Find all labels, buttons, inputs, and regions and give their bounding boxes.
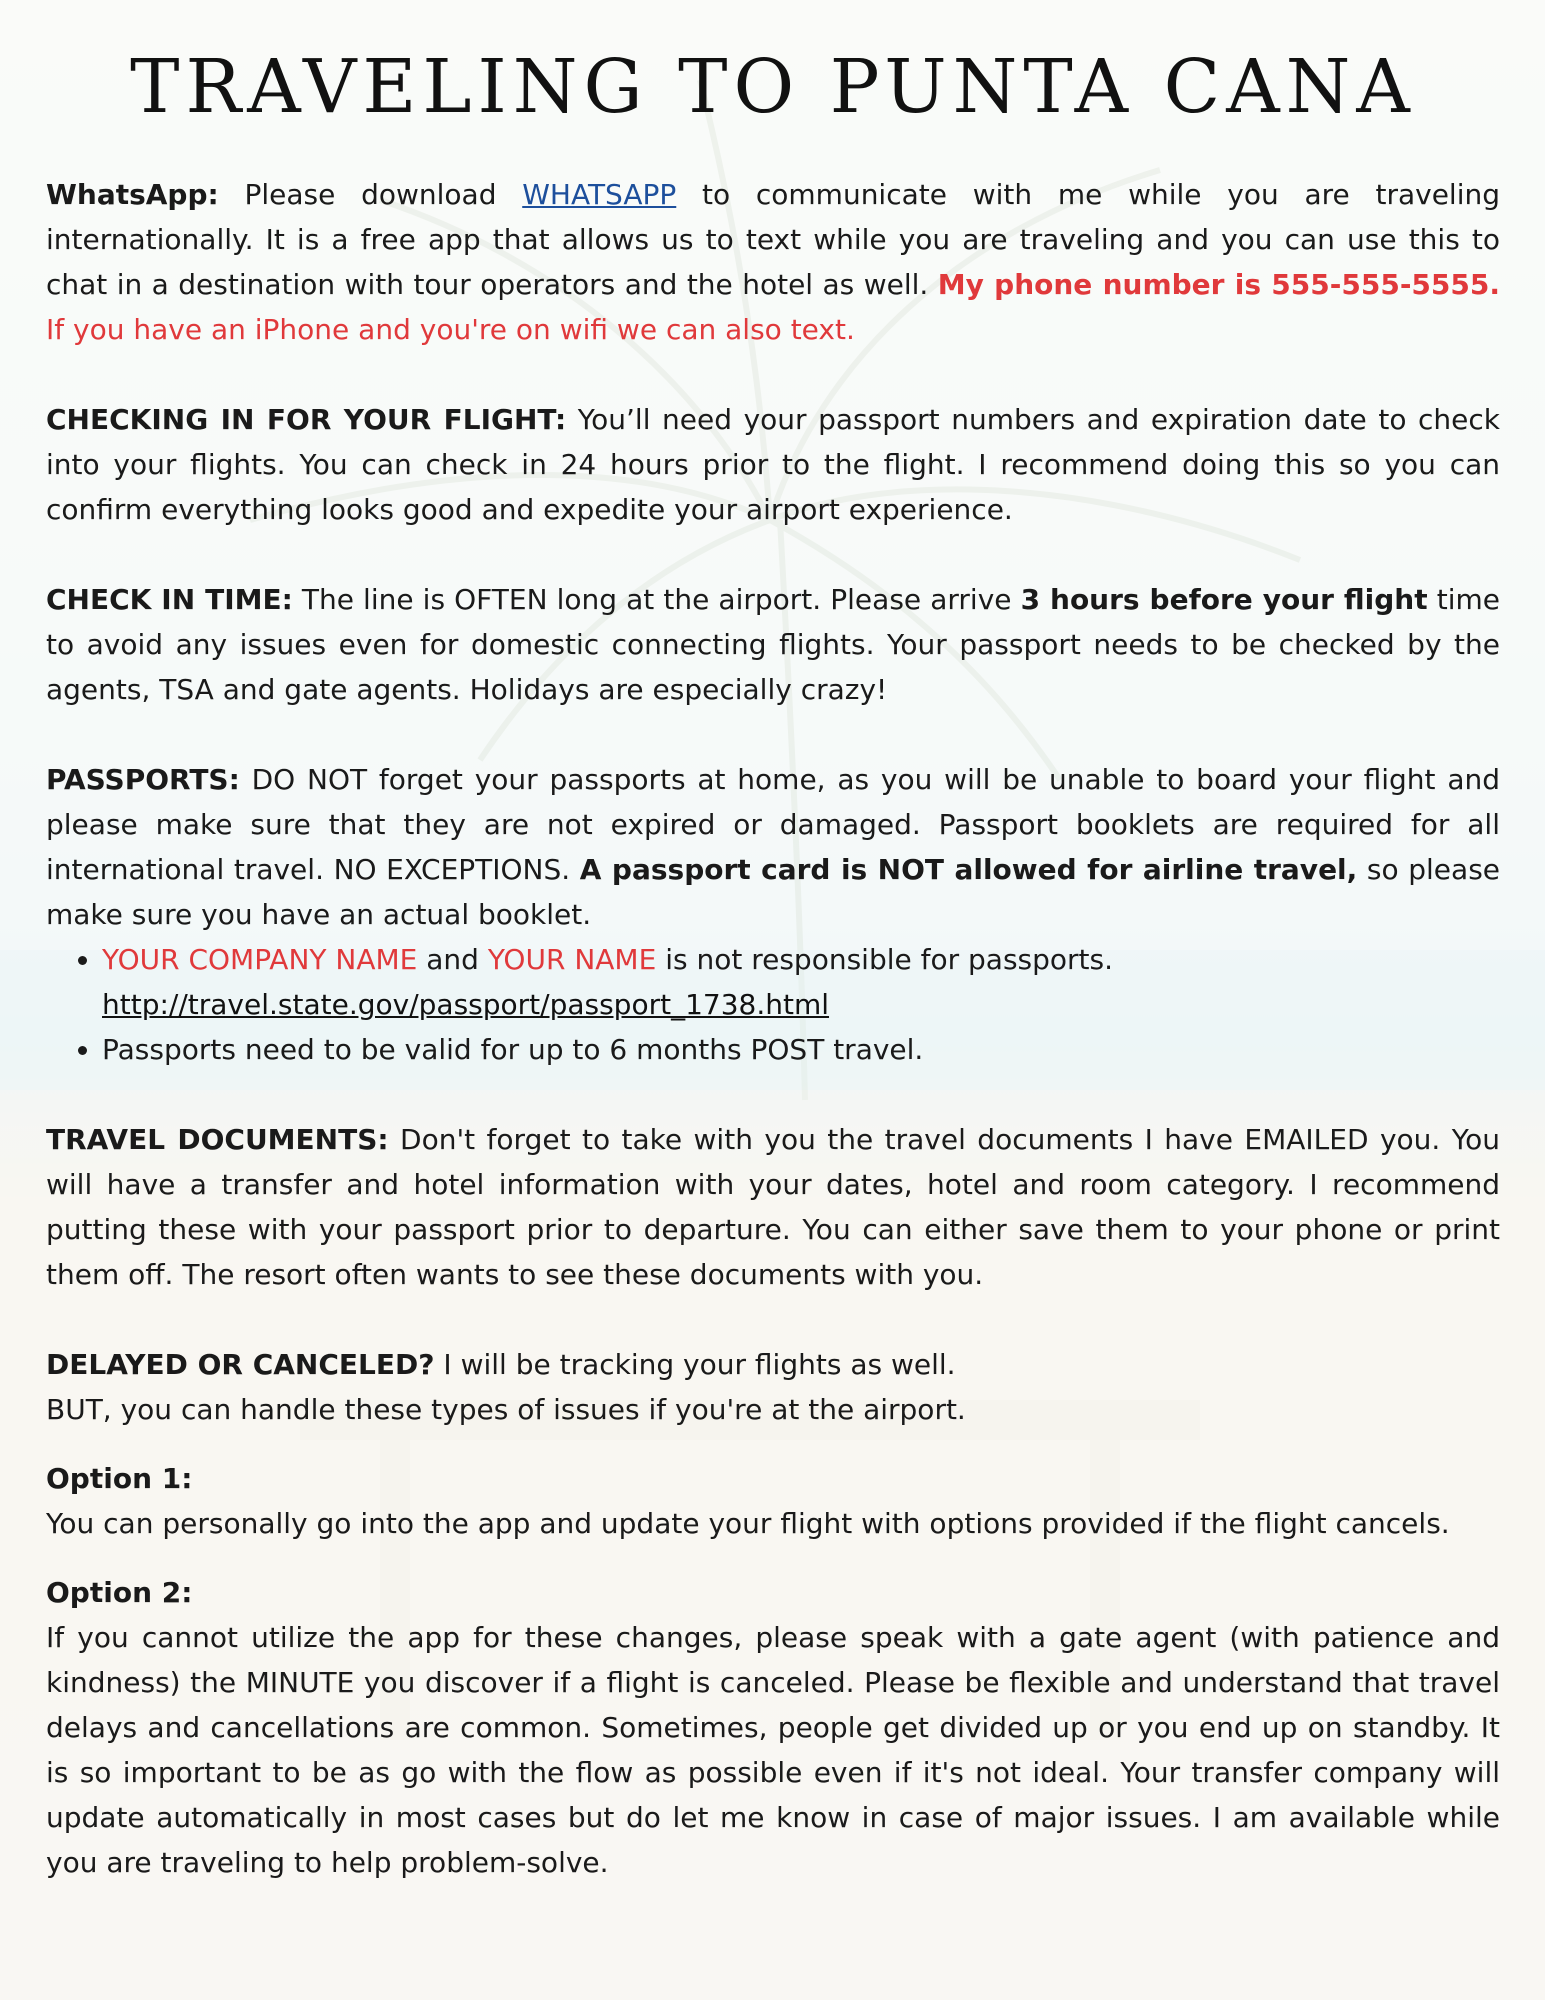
travel-documents-label: TRAVEL DOCUMENTS: bbox=[46, 1123, 389, 1156]
whatsapp-text-1: Please download bbox=[244, 178, 497, 211]
page-title: TRAVELING TO PUNTA CANA bbox=[130, 44, 1416, 130]
bullet-1-text: is not responsible for passports. bbox=[665, 943, 1114, 976]
passports-text-2: so please make sure you have an actual booklet. bbox=[46, 853, 1501, 931]
delayed-text-1: I will be tracking your flights as well. bbox=[443, 1348, 956, 1381]
check-in-time-text-1: The line is OFTEN long at the airport. Please arrive bbox=[301, 583, 1012, 616]
checking-in-section bbox=[46, 397, 1500, 532]
list-item: • Passports need to be valid for up to 6 months POST travel. bbox=[102, 1027, 1500, 1072]
passports-paragraph bbox=[46, 757, 1500, 937]
content bbox=[46, 44, 1500, 1885]
option-1-text: You can personally go into the app and update your flight with options provided if the flight cancels. bbox=[46, 1507, 1450, 1540]
passports-list bbox=[46, 937, 1500, 1072]
option-1-label: Option 1: bbox=[46, 1462, 193, 1495]
delayed-label: DELAYED OR CANCELED? bbox=[46, 1348, 435, 1381]
whatsapp-section bbox=[46, 172, 1500, 352]
company-name-placeholder: YOUR COMPANY NAME bbox=[102, 943, 418, 976]
bullet-and: and bbox=[426, 943, 479, 976]
whatsapp-label: WhatsApp: bbox=[46, 178, 219, 211]
check-in-time-section bbox=[46, 577, 1500, 712]
option-2-text: If you cannot utilize the app for these changes, please speak with a gate agent (with patience and kindness) the MINUTE you discover if a flight is canceled. Please be flexible and understand that travel delays and cancellations are common. Sometimes, people get divided up or you end up on standby. It is so important to be as go with the flow as possible even if it's not ideal. Your transfer company will update automatically in most cases but do let me know in case of major issues. I am available while you are traveling to help problem-solve. bbox=[46, 1621, 1500, 1879]
check-in-time-bold: 3 hours before your flight bbox=[1020, 583, 1428, 616]
whatsapp-text-2: to communicate with me while you are traveling internationally. It is a free app that allows us to text while you are traveling and you can use this to chat in a destination with tour operators and the hotel as well. bbox=[46, 178, 1501, 301]
passports-label: PASSPORTS: bbox=[46, 763, 240, 796]
check-in-time-text-2: time to avoid any issues even for domestic connecting flights. Your passport needs to be checked by the agents, TSA and gate agents. Holidays are especially crazy! bbox=[46, 583, 1500, 706]
travel-documents-section bbox=[46, 1117, 1500, 1297]
checking-in-label: CHECKING IN FOR YOUR FLIGHT: bbox=[46, 403, 567, 436]
iphone-text: If you have an iPhone and you're on wifi we can also text. bbox=[46, 313, 855, 346]
checking-in-text: You’ll need your passport numbers and expiration date to check into your flights. You can check in 24 hours prior to the flight. I recommend doing this so you can confirm everything looks good and expedite your airport experience. bbox=[46, 403, 1501, 526]
delayed-line-1 bbox=[46, 1342, 1500, 1387]
your-name-placeholder: YOUR NAME bbox=[487, 943, 657, 976]
passports-text-1: DO NOT forget your passports at home, as you will be unable to board your flight and please make sure that they are not expired or damaged. Passport booklets are required for all international travel. NO EXCEPTIONS. bbox=[46, 763, 1501, 886]
passports-section bbox=[46, 757, 1500, 1072]
delayed-line-2: BUT, you can handle these types of issues if you're at the airport. bbox=[46, 1393, 966, 1426]
whatsapp-link[interactable]: WHATSAPP bbox=[522, 178, 677, 211]
travel-documents-text: Don't forget to take with you the travel documents I have EMAILED you. You will have a transfer and hotel information with your dates, hotel and room category. I recommend putting these with your passport prior to departure. You can either save them to your phone or print them off. The resort often wants to see these documents with you. bbox=[46, 1123, 1500, 1291]
passport-url-link[interactable]: http://travel.state.gov/passport/passport_1738.html bbox=[102, 988, 830, 1021]
list-item bbox=[102, 937, 1500, 1027]
check-in-time-label: CHECK IN TIME: bbox=[46, 583, 293, 616]
option-2-label: Option 2: bbox=[46, 1576, 193, 1609]
delayed-section bbox=[46, 1342, 1500, 1885]
passports-bold: A passport card is NOT allowed for airline travel, bbox=[579, 853, 1358, 886]
phone-number-text: My phone number is 555-555-5555. bbox=[937, 268, 1501, 301]
